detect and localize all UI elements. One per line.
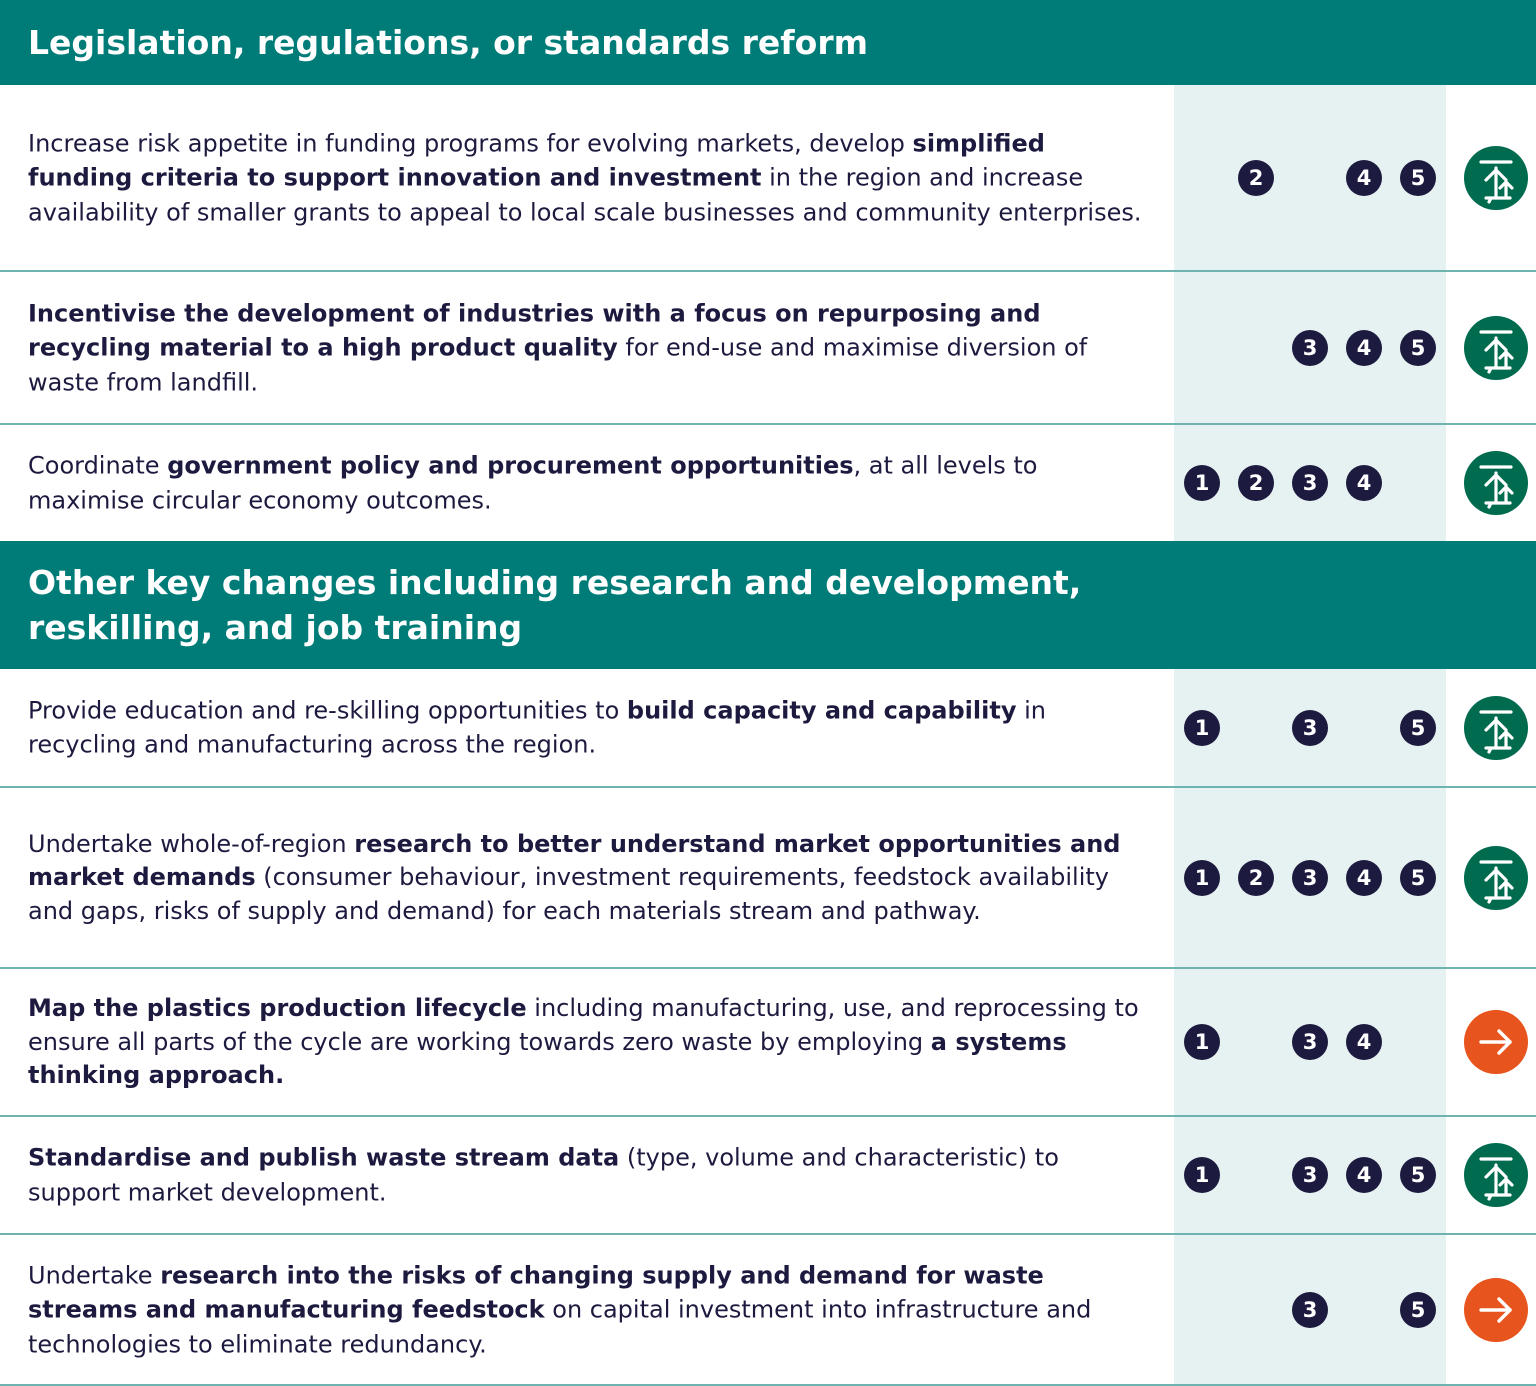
table-row — [0, 788, 1536, 969]
growth-tree-icon — [1464, 146, 1528, 210]
body-text: Increase risk appetite in funding programs for evolving markets, develop — [28, 128, 913, 157]
row-text — [28, 296, 1150, 400]
row-text — [28, 827, 1150, 928]
body-text: Provide education and re-skilling opportunities to — [28, 696, 627, 724]
row-text — [28, 1141, 1150, 1210]
row-text — [28, 992, 1150, 1093]
emphasis-text: simplified funding criteria to support innovation and investment — [28, 128, 1045, 192]
number-badge: 5 — [1400, 160, 1436, 196]
number-badge: 3 — [1292, 860, 1328, 896]
status-icon-container — [1464, 451, 1528, 515]
number-badge: 4 — [1346, 160, 1382, 196]
body-text: Coordinate — [28, 451, 168, 480]
section-header-other-key-changes — [0, 541, 1536, 669]
status-icon-container — [1464, 146, 1528, 210]
number-badge: 1 — [1184, 1157, 1220, 1193]
arrow-right-icon — [1464, 1278, 1528, 1342]
growth-tree-icon — [1464, 451, 1528, 515]
emphasis-text: government policy and procurement opportunities — [167, 451, 854, 480]
body-text: including manufacturing, use, and reprocessing to ensure all parts of the cycle are working towards zero waste by employing — [28, 993, 1139, 1056]
emphasis-text: Standardise and publish waste stream data — [28, 1143, 620, 1172]
number-badge: 3 — [1292, 330, 1328, 366]
number-badge: 2 — [1238, 465, 1274, 501]
status-icon-container — [1464, 846, 1528, 910]
status-icon-container — [1464, 316, 1528, 380]
table-row — [0, 425, 1536, 541]
number-badge: 4 — [1346, 1157, 1382, 1193]
number-badge: 1 — [1184, 860, 1220, 896]
growth-tree-icon — [1464, 1143, 1528, 1207]
number-badge: 4 — [1346, 465, 1382, 501]
status-icon-container — [1464, 1010, 1528, 1074]
number-badge: 1 — [1184, 1024, 1220, 1060]
number-badge: 5 — [1400, 710, 1436, 746]
section-title: Legislation, regulations, or standards reform — [28, 23, 868, 62]
growth-tree-icon — [1464, 846, 1528, 910]
number-badge: 5 — [1400, 1157, 1436, 1193]
growth-tree-icon — [1464, 316, 1528, 380]
table-row — [0, 85, 1536, 272]
growth-tree-icon — [1464, 696, 1528, 760]
table-row — [0, 669, 1536, 788]
table-row — [0, 969, 1536, 1117]
body-text: , at all levels to maximise circular economy outcomes. — [28, 451, 1038, 514]
body-text: in the region and increase availability of smaller grants to appeal to local scale businesses and community enterprises. — [28, 163, 1142, 226]
number-badge: 4 — [1346, 1024, 1382, 1060]
number-badge: 3 — [1292, 1157, 1328, 1193]
number-badge: 1 — [1184, 465, 1220, 501]
emphasis-text: Incentivise the development of industries with a focus on repurposing and recycling material to a high product quality — [28, 298, 1041, 362]
table-row — [0, 1117, 1536, 1235]
number-badge: 5 — [1400, 1292, 1436, 1328]
number-badge: 5 — [1400, 860, 1436, 896]
number-badge: 5 — [1400, 330, 1436, 366]
body-text: in recycling and manufacturing across the region. — [28, 696, 1046, 759]
status-icon-container — [1464, 1278, 1528, 1342]
emphasis-text: research into the risks of changing supply and demand for waste streams and manufacturing feedstock — [28, 1260, 1044, 1324]
number-badge: 3 — [1292, 1292, 1328, 1328]
number-badge: 3 — [1292, 465, 1328, 501]
status-icon-container — [1464, 1143, 1528, 1207]
body-text: Undertake whole-of-region — [28, 829, 355, 858]
number-badge: 4 — [1346, 860, 1382, 896]
body-text: Undertake — [28, 1260, 161, 1289]
section-header-legislation — [0, 0, 1536, 85]
section-title: Other key changes including research and development, reskilling, and job training — [28, 563, 1082, 647]
emphasis-text: a systems thinking approach. — [28, 1027, 1067, 1089]
body-text: on capital investment into infrastructure and technologies to eliminate redundancy. — [28, 1295, 1092, 1358]
emphasis-text: research to better understand market opportunities and market demands — [28, 829, 1121, 891]
emphasis-text: Map the plastics production lifecycle — [28, 993, 527, 1022]
row-text — [28, 693, 1150, 762]
body-text: (type, volume and characteristic) to support market development. — [28, 1143, 1059, 1206]
row-text — [28, 1258, 1150, 1362]
table-row — [0, 1235, 1536, 1386]
number-badge: 1 — [1184, 710, 1220, 746]
body-text: (consumer behaviour, investment requirements, feedstock availability and gaps, risks of supply and demand) for each materials stream and pathway. — [28, 862, 1109, 925]
emphasis-text: build capacity and capability — [626, 696, 1017, 724]
number-badge: 2 — [1238, 160, 1274, 196]
row-text — [28, 449, 1150, 518]
number-badge: 2 — [1238, 860, 1274, 896]
table-row — [0, 272, 1536, 425]
arrow-right-icon — [1464, 1010, 1528, 1074]
row-text — [28, 126, 1150, 230]
number-badge: 3 — [1292, 1024, 1328, 1060]
number-badge: 3 — [1292, 710, 1328, 746]
number-badge: 4 — [1346, 330, 1382, 366]
body-text: for end-use and maximise diversion of waste from landfill. — [28, 333, 1088, 396]
status-icon-container — [1464, 696, 1528, 760]
